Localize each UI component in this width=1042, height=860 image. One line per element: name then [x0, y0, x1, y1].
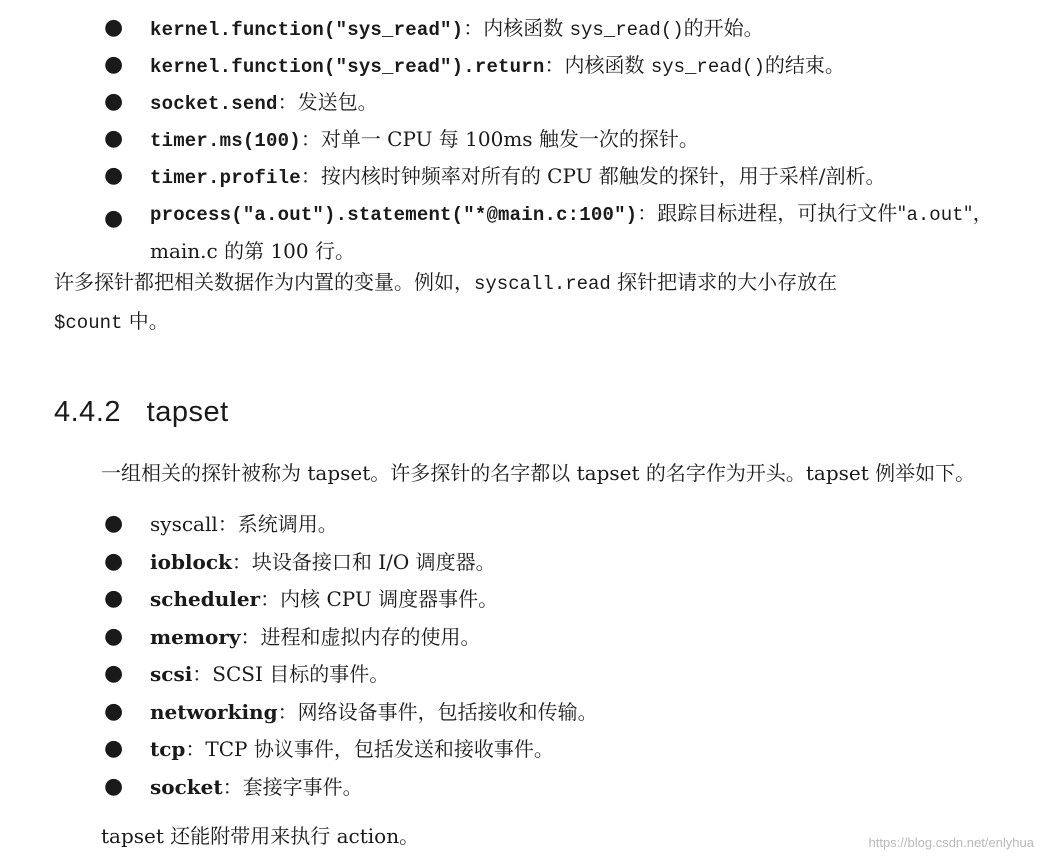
separator: ：: [300, 127, 321, 151]
list-item: [104, 126, 1022, 164]
list-item: [104, 773, 598, 813]
probe-term: kernel.function("sys_read"): [150, 19, 464, 41]
separator: ：: [544, 53, 565, 77]
tapset-term: memory: [150, 624, 241, 649]
tapset-term: tcp: [150, 737, 186, 761]
tapset-term: ioblock: [150, 549, 232, 574]
bullet-icon: ●: [104, 698, 124, 724]
description: 发送包。: [297, 90, 378, 114]
paragraph-text: 中。: [122, 309, 169, 333]
bullet-icon: ●: [104, 548, 124, 574]
separator: ：: [300, 164, 321, 188]
description: ：进程和虚拟内存的使用。: [240, 624, 481, 649]
separator: ：: [277, 90, 298, 114]
paragraph-tapset-intro: 一组相关的探针被称为 tapset。许多探针的名字都以 tapset 的名字作为开头。tapset 例举如下。: [101, 461, 976, 485]
description: ：SCSI 目标的事件。: [192, 662, 390, 686]
list-item: [104, 195, 1022, 269]
bullet-icon: ●: [104, 511, 124, 536]
tapset-term: scsi: [150, 662, 193, 686]
list-item: [104, 623, 598, 663]
bullet-icon: ●: [104, 661, 124, 686]
bullet-icon: ●: [104, 206, 124, 231]
tapset-term: scheduler: [150, 587, 261, 611]
list-item: [104, 511, 598, 550]
list-item: [104, 698, 598, 738]
paragraph-text: 探针把请求的大小存放在: [610, 270, 838, 294]
description: 跟踪目标进程，可执行文件": [657, 201, 907, 225]
list-item: [104, 52, 1022, 90]
inline-code: sys_read(): [650, 56, 765, 78]
paragraph-text: 许多探针都把相关数据作为内置的变量。例如，: [54, 270, 474, 294]
tapset-term: syscall: [150, 512, 218, 536]
probe-term: timer.profile: [150, 167, 301, 189]
description: ：TCP 协议事件，包括发送和接收事件。: [185, 737, 554, 761]
description: ：网络设备事件，包括接收和传输。: [277, 699, 598, 724]
bullet-icon: ●: [104, 736, 124, 761]
description: ：内核 CPU 调度器事件。: [260, 587, 499, 611]
bullet-icon: ●: [104, 623, 124, 649]
inline-code: sys_read(): [569, 19, 684, 41]
description: ：系统调用。: [217, 512, 338, 536]
paragraph-builtin-variables: [54, 264, 1024, 342]
description: 对单一 CPU 每 100ms 触发一次的探针。: [320, 127, 699, 151]
inline-code: $count: [54, 312, 123, 334]
inline-code: a.out: [906, 204, 964, 226]
bullet-icon: ●: [104, 586, 124, 611]
paragraph-tapset-action: tapset 还能附带用来执行 action。: [101, 824, 420, 848]
watermark: https://blog.csdn.net/enlyhua: [868, 835, 1034, 850]
section-heading: 4.4.2 tapset: [54, 396, 229, 428]
tapset-term: socket: [150, 774, 223, 799]
description: 内核函数: [564, 53, 651, 77]
inline-code: syscall.read: [474, 273, 611, 295]
list-item: [104, 736, 598, 775]
description: "，main.c 的第 100 行。: [150, 201, 993, 263]
tapset-list: [104, 511, 598, 812]
bullet-icon: ●: [104, 89, 124, 114]
bullet-icon: ●: [104, 15, 124, 40]
probe-term: socket.send: [150, 93, 278, 115]
description: ：块设备接口和 I/O 调度器。: [231, 549, 496, 574]
description: 的结束。: [764, 53, 845, 77]
description: 按内核时钟频率对所有的 CPU 都触发的探针，用于采样/剖析。: [320, 164, 886, 188]
probe-term: timer.ms(100): [150, 130, 301, 152]
bullet-icon: ●: [104, 773, 124, 799]
list-item: [104, 89, 1022, 127]
bullet-icon: ●: [104, 52, 124, 77]
separator: ：: [463, 16, 484, 40]
tapset-term: networking: [150, 699, 278, 724]
probe-example-list: [104, 15, 1022, 269]
description: ：套接字事件。: [222, 774, 363, 799]
description: 的开始。: [683, 16, 764, 40]
separator: ：: [637, 201, 658, 225]
probe-term: kernel.function("sys_read").return: [150, 56, 545, 78]
list-item: [104, 661, 598, 700]
list-item: [104, 548, 598, 588]
probe-term: process("a.out").statement("*@main.c:100"): [150, 204, 638, 226]
list-item: [104, 586, 598, 625]
bullet-icon: ●: [104, 126, 124, 151]
list-item: [104, 15, 1022, 53]
bullet-icon: ●: [104, 163, 124, 188]
description: 内核函数: [483, 16, 570, 40]
